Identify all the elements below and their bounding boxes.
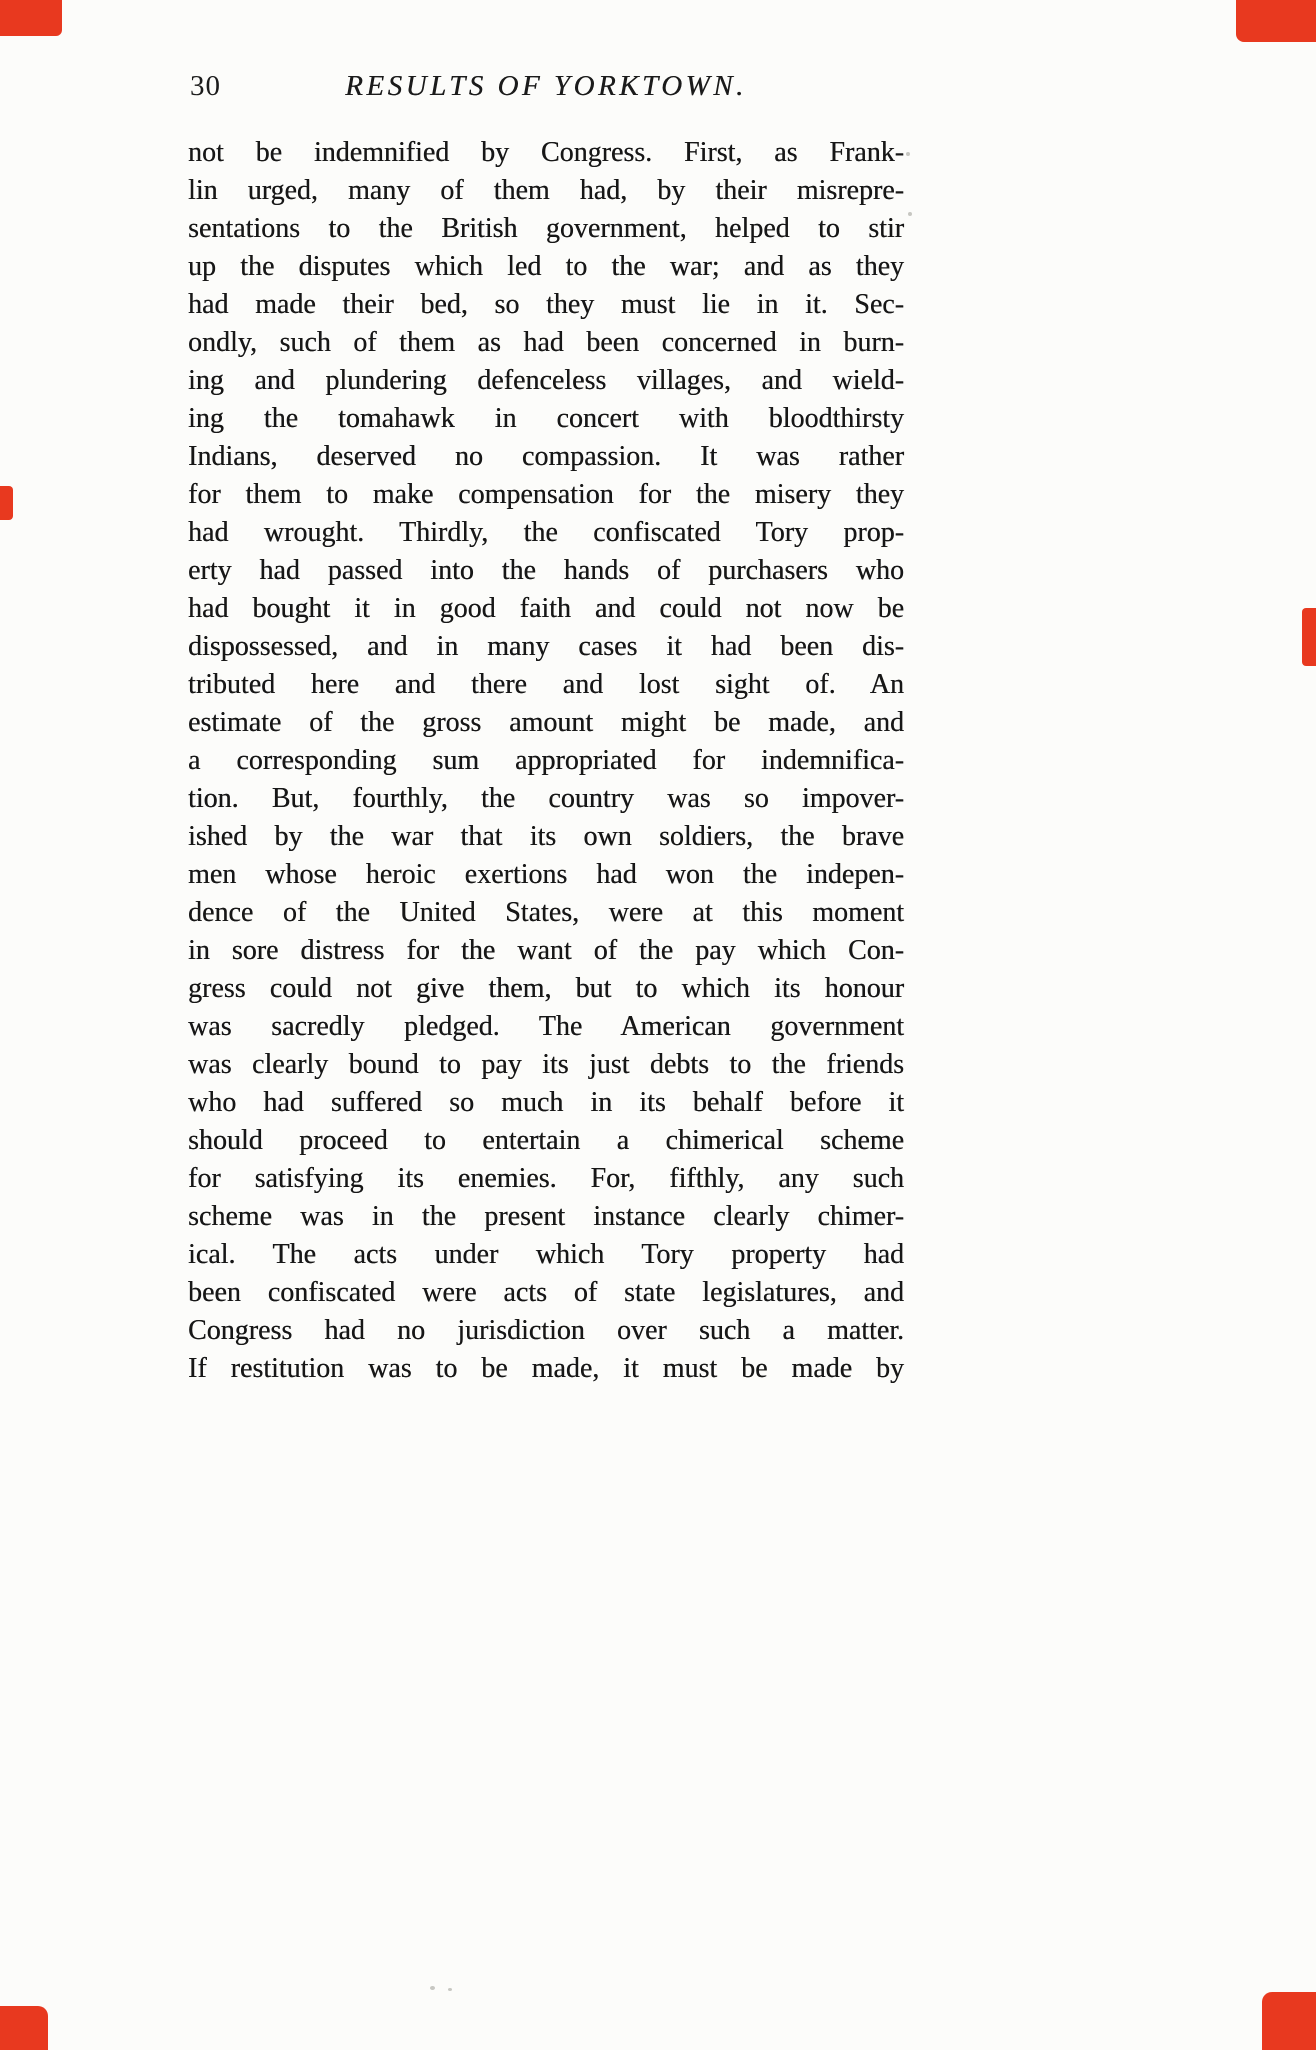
text-line: dence of the United States, were at this moment [188, 897, 904, 928]
scan-speck [448, 1988, 452, 1991]
text-line: been confiscated were acts of state legislatures, and [188, 1277, 904, 1308]
page-number: 30 [190, 70, 221, 102]
scan-artifact-bottom-right [1262, 1992, 1316, 2050]
text-line: had bought it in good faith and could not now be [188, 593, 904, 624]
scan-speck [908, 212, 912, 216]
text-line: Indians, deserved no compassion. It was rather [188, 441, 904, 472]
text-line: Congress had no jurisdiction over such a matter. [188, 1315, 904, 1346]
text-line: up the disputes which led to the war; and as they [188, 251, 904, 282]
text-line: scheme was in the present instance clearly chimer- [188, 1201, 904, 1232]
scan-speck [430, 1986, 435, 1990]
text-line: ished by the war that its own soldiers, the brave [188, 821, 904, 852]
body-text [188, 134, 904, 1388]
text-line: gress could not give them, but to which its honour [188, 973, 904, 1004]
text-line: ical. The acts under which Tory property had [188, 1239, 904, 1270]
page-header [188, 70, 904, 110]
scan-artifact-top-left [0, 0, 62, 36]
text-line: erty had passed into the hands of purchasers who [188, 555, 904, 586]
scan-speck [906, 152, 910, 156]
text-line: for satisfying its enemies. For, fifthly, any such [188, 1163, 904, 1194]
text-line: was clearly bound to pay its just debts to the friends [188, 1049, 904, 1080]
text-line: tion. But, fourthly, the country was so impover- [188, 783, 904, 814]
text-line: lin urged, many of them had, by their misrepre- [188, 175, 904, 206]
scan-artifact-right-edge [1302, 608, 1316, 666]
text-line: ondly, such of them as had been concerned in burn- [188, 327, 904, 358]
text-line: not be indemnified by Congress. First, as Frank- [188, 137, 904, 168]
text-line: a corresponding sum appropriated for indemnifica- [188, 745, 904, 776]
text-line: had made their bed, so they must lie in it. Sec- [188, 289, 904, 320]
running-title: RESULTS OF YORKTOWN. [345, 70, 747, 102]
text-line: dispossessed, and in many cases it had been dis- [188, 631, 904, 662]
scan-artifact-bottom-left [0, 2006, 48, 2050]
text-line: sentations to the British government, helped to stir [188, 213, 904, 244]
text-line: ing and plundering defenceless villages, and wield- [188, 365, 904, 396]
text-line: estimate of the gross amount might be made, and [188, 707, 904, 738]
text-line: was sacredly pledged. The American government [188, 1011, 904, 1042]
scan-artifact-top-right [1236, 0, 1316, 42]
text-line: for them to make compensation for the misery they [188, 479, 904, 510]
text-line: should proceed to entertain a chimerical scheme [188, 1125, 904, 1156]
text-line: men whose heroic exertions had won the indepen- [188, 859, 904, 890]
text-line: in sore distress for the want of the pay which Con- [188, 935, 904, 966]
text-line: who had suffered so much in its behalf before it [188, 1087, 904, 1118]
scan-artifact-left-edge [0, 486, 13, 520]
text-line: had wrought. Thirdly, the confiscated Tory prop- [188, 517, 904, 548]
text-line: If restitution was to be made, it must be made by [188, 1353, 904, 1384]
text-line: ing the tomahawk in concert with bloodthirsty [188, 403, 904, 434]
text-line: tributed here and there and lost sight of. An [188, 669, 904, 700]
